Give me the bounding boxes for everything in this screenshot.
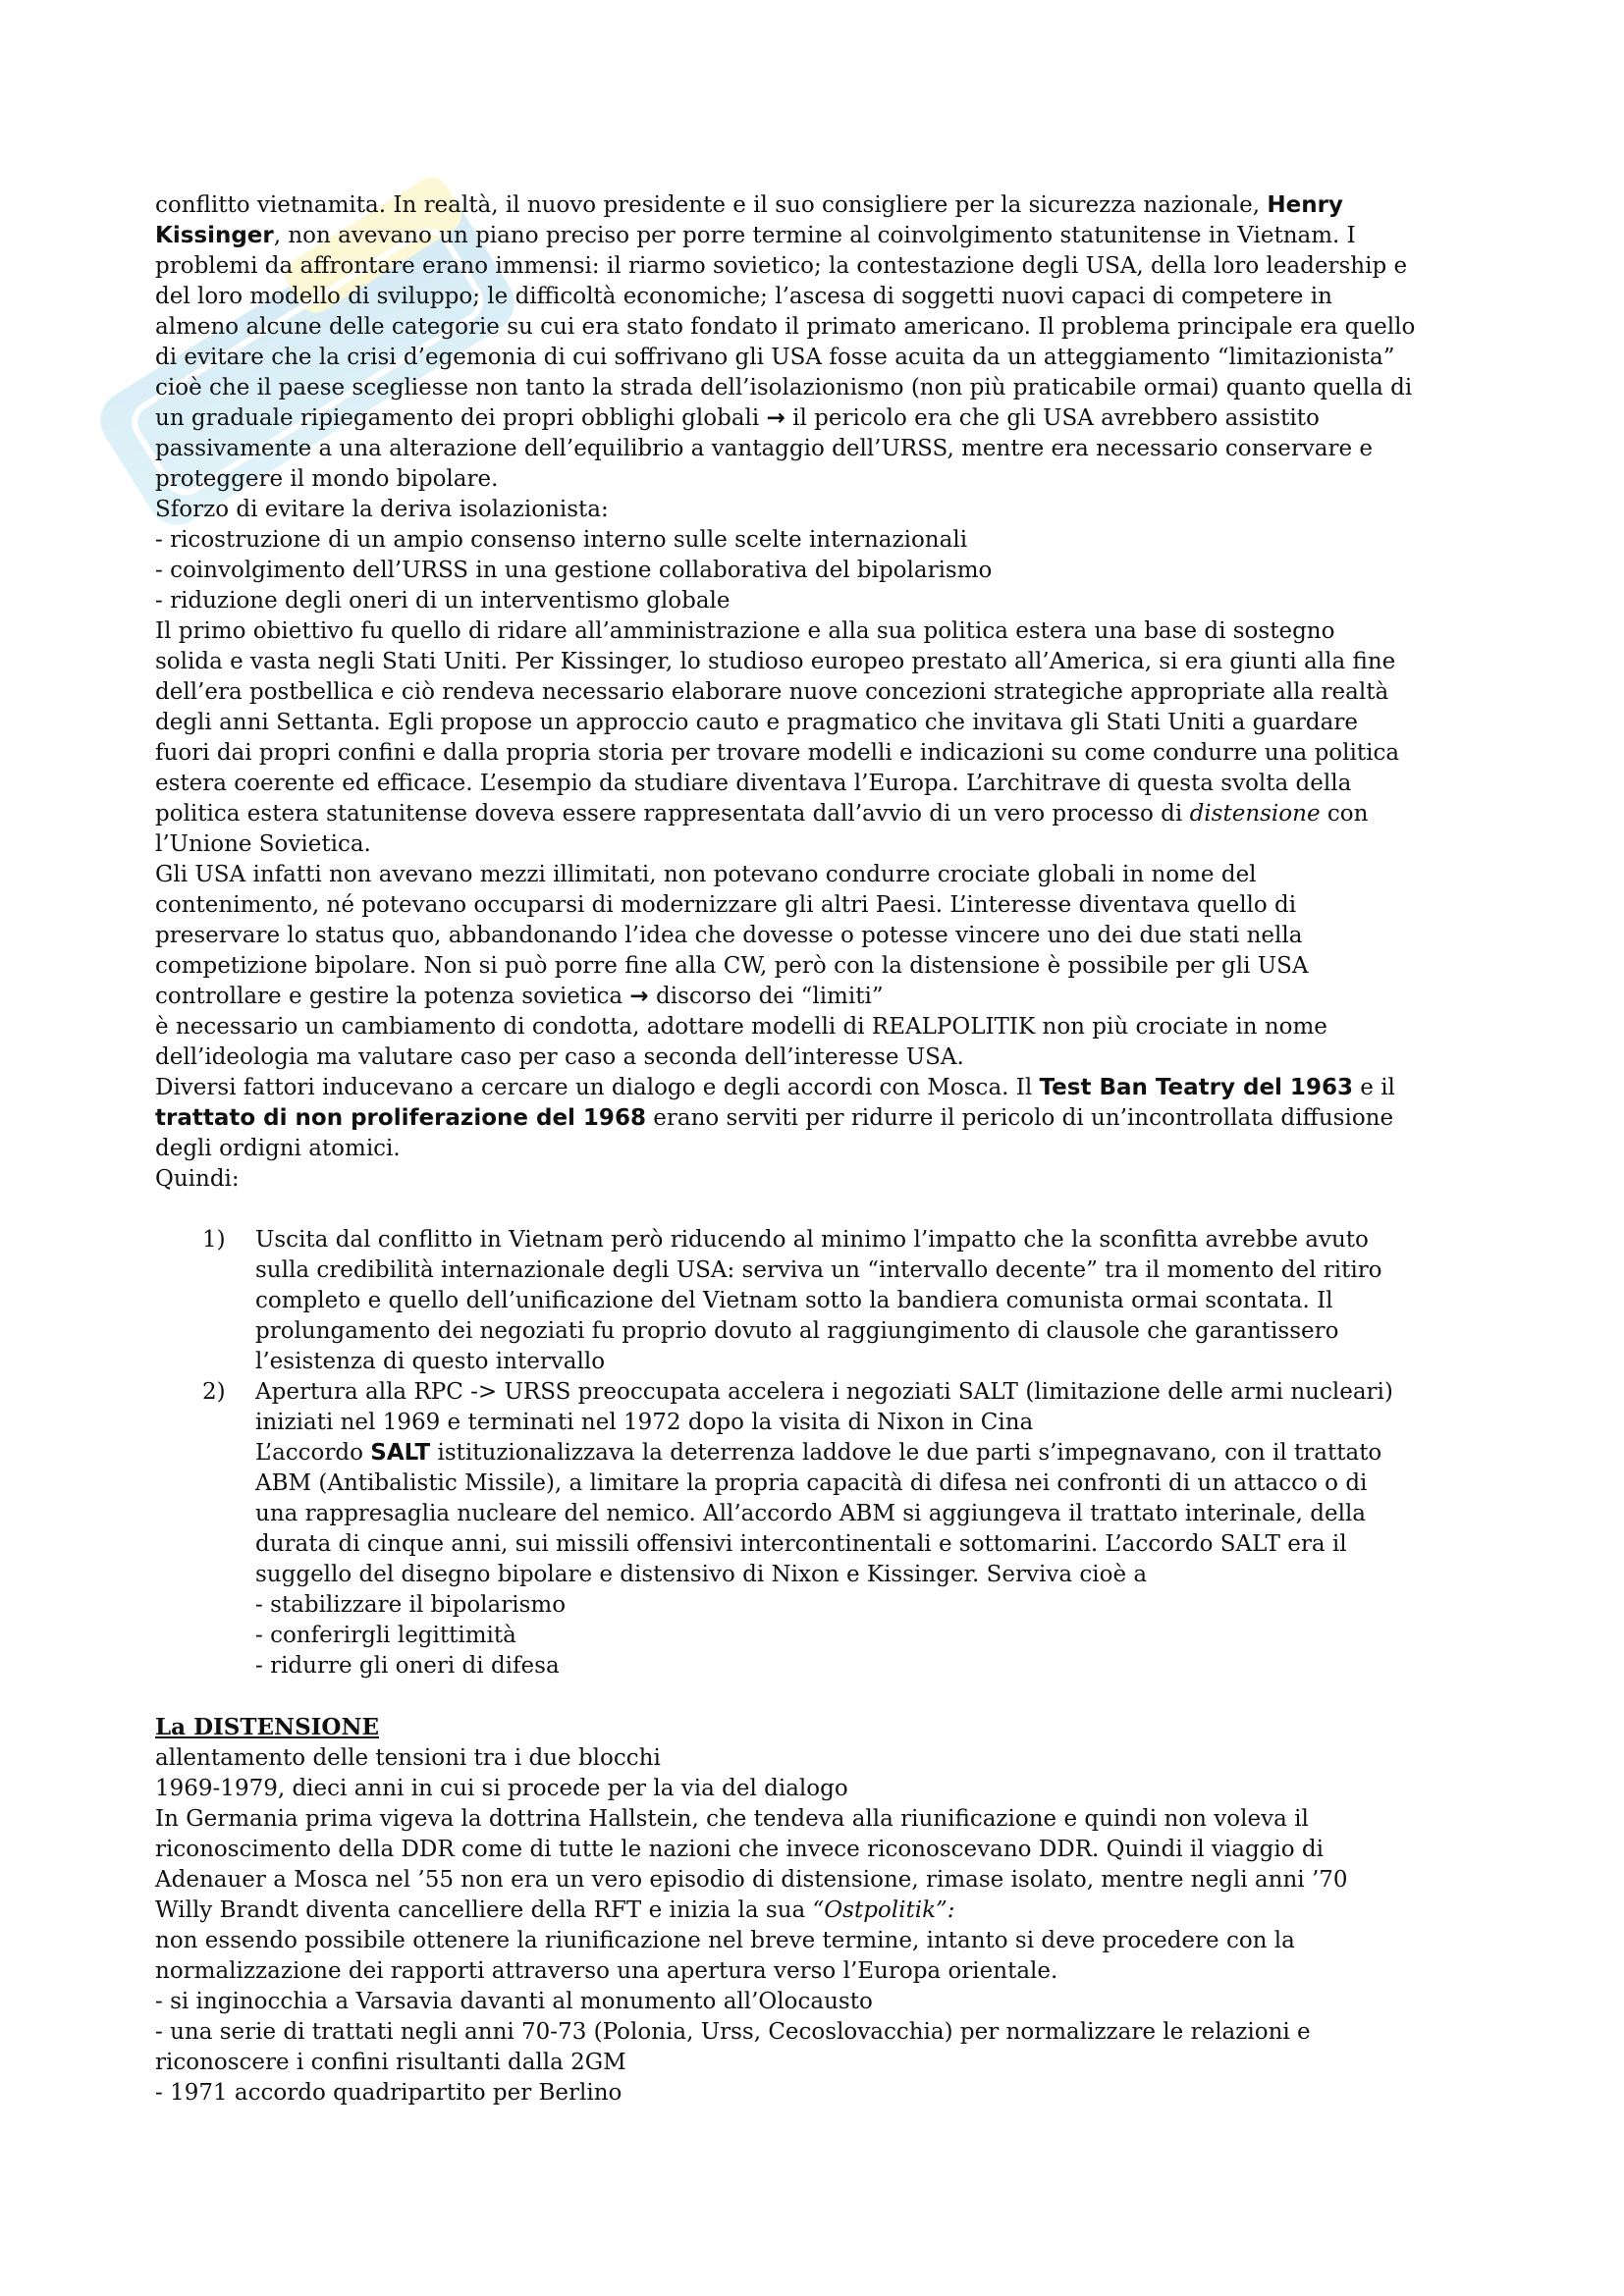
section-distensione bbox=[155, 1712, 1481, 2109]
text-line: Quindi: bbox=[155, 1166, 240, 1192]
list-item: - si inginocchia a Varsavia davanti al monumento all’Olocausto bbox=[155, 1989, 873, 2014]
text: Apertura alla RPC -> URSS preoccupata accelera i negoziati SALT (limitazione delle armi nucleari) bbox=[255, 1379, 1393, 1405]
text: politica estera statunitense doveva essere rappresentata dall’avvio di un vero processo di bbox=[155, 801, 1183, 827]
list-item: - ricostruzione di un ampio consenso interno sulle scelte internazionali bbox=[155, 527, 968, 553]
list-item: - ridurre gli oneri di difesa bbox=[255, 1653, 560, 1679]
text-line: passivamente a una alterazione dell’equilibrio a vantaggio dell’URSS, mentre era necessario conservare e bbox=[155, 436, 1374, 461]
text-line: durata di cinque anni, sui missili offensivi intercontinentali e sottomarini. L’accordo SALT era il bbox=[255, 1531, 1347, 1557]
text-line: è necessario un cambiamento di condotta, adottare modelli di REALPOLITIK non più crociate in nome bbox=[155, 1014, 1327, 1040]
bold-trattato: trattato di non proliferazione del 1968 bbox=[155, 1105, 646, 1131]
text: istituzionalizzava la deterrenza laddove le due parti s’impegnavano, con il trattato bbox=[437, 1440, 1382, 1466]
list-number: 2) bbox=[202, 1379, 226, 1405]
text-line: iniziati nel 1969 e terminati nel 1972 dopo la visita di Nixon in Cina bbox=[255, 1410, 1034, 1435]
text-line: competizione bipolare. Non si può porre fine alla CW, però con la distensione è possibile per gli USA bbox=[155, 953, 1309, 979]
list-heading: Sforzo di evitare la deriva isolazionista: bbox=[155, 497, 609, 522]
text-line: dell’era postbellica e ciò rendeva necessario elaborare nuove concezioni strategiche appropriate alla realtà bbox=[155, 679, 1389, 705]
italic-ostpolitik: “Ostpolitik”: bbox=[812, 1897, 955, 1923]
text-line: l’esistenza di questo intervallo bbox=[255, 1349, 606, 1374]
text-line: solida e vasta negli Stati Uniti. Per Kissinger, lo studioso europeo prestato all’America, si era giunti alla fine bbox=[155, 649, 1396, 674]
bold-test-ban: Test Ban Teatry del 1963 bbox=[1039, 1075, 1353, 1100]
text-line: Adenauer a Mosca nel ’55 non era un vero episodio di distensione, rimase isolato, mentre negli anni ’70 bbox=[155, 1867, 1348, 1893]
section-title: La DISTENSIONE bbox=[155, 1714, 380, 1740]
list-item: - una serie di trattati negli anni 70-73 (Polonia, Urss, Cecoslovacchia) per normalizzare le relazioni e bbox=[155, 2019, 1311, 2045]
arrow-right-icon: → bbox=[629, 984, 649, 1009]
paragraph-usa-limiti bbox=[155, 860, 1481, 1073]
text: il pericolo era che gli USA avrebbero assistito bbox=[792, 405, 1320, 431]
text: L’accordo bbox=[255, 1440, 363, 1466]
text-line: una rappresaglia nucleare del nemico. All’accordo ABM si aggiungeva il trattato interinale, della bbox=[255, 1501, 1367, 1526]
text-line: degli anni Settanta. Egli propose un approccio cauto e pragmatico che invitava gli Stati Uniti a guardare bbox=[155, 710, 1358, 735]
text: controllare e gestire la potenza sovietica bbox=[155, 984, 623, 1009]
text: conflitto vietnamita. In realtà, il nuovo presidente e il suo consigliere per la sicurezza nazionale, bbox=[155, 192, 1261, 218]
text: Diversi fattori inducevano a cercare un dialogo e degli accordi con Mosca. Il bbox=[155, 1075, 1033, 1100]
list-number: 1) bbox=[202, 1227, 226, 1253]
arrow-right-icon: → bbox=[766, 405, 785, 431]
name-kissinger: Kissinger bbox=[155, 223, 274, 248]
text-line: fuori dai propri confini e dalla propria storia per trovare modelli e indicazioni su come condurre una politica bbox=[155, 740, 1400, 766]
text-line: l’Unione Sovietica. bbox=[155, 831, 371, 857]
text-line: prolungamento dei negoziati fu proprio dovuto al raggiungimento di clausole che garantissero bbox=[255, 1318, 1339, 1344]
text-line: 1969-1979, dieci anni in cui si procede per la via del dialogo bbox=[155, 1776, 848, 1801]
text-line: problemi da affrontare erano immensi: il riarmo sovietico; la contestazione degli USA, della loro leadership e bbox=[155, 253, 1408, 279]
text: un graduale ripiegamento dei propri obblighi globali bbox=[155, 405, 760, 431]
text-line: proteggere il mondo bipolare. bbox=[155, 466, 499, 492]
list-item: - conferirgli legittimità bbox=[255, 1623, 516, 1648]
numbered-list bbox=[155, 1225, 1481, 1682]
list-item: - riduzione degli oneri di un interventismo globale bbox=[155, 588, 731, 614]
bold-salt: SALT bbox=[370, 1440, 431, 1466]
text-line: dell’ideologia ma valutare caso per caso a seconda dell’interesse USA. bbox=[155, 1044, 964, 1070]
text-line: cioè che il paese scegliesse non tanto la strada dell’isolazionismo (non più praticabile ormai) quanto quella di bbox=[155, 375, 1413, 400]
text-line: riconoscimento della DDR come di tutte le nazioni che invece riconoscevano DDR. Quindi il viaggio di bbox=[155, 1837, 1324, 1862]
text: e il bbox=[1360, 1075, 1395, 1100]
text-line: Gli USA infatti non avevano mezzi illimitati, non potevano condurre crociate globali in nome del bbox=[155, 862, 1257, 887]
name-henry: Henry bbox=[1267, 192, 1343, 218]
text: discorso dei “limiti” bbox=[656, 984, 884, 1009]
text-line: almeno alcune delle categorie su cui era stato fondato il primato americano. Il problema principale era quello bbox=[155, 314, 1416, 340]
text-line: preservare lo status quo, abbandonando l’idea che dovesse o potesse vincere uno dei due stati nella bbox=[155, 923, 1303, 948]
text-line: estera coerente ed efficace. L’esempio da studiare diventava l’Europa. L’architrave di questa svolta della bbox=[155, 771, 1352, 796]
text-line: di evitare che la crisi d’egemonia di cui soffrivano gli USA fosse acuita da un atteggiamento “limitazionista” bbox=[155, 345, 1395, 370]
list-isolazionismo bbox=[155, 495, 1481, 616]
text-line: completo e quello dell’unificazione del Vietnam sotto la bandiera comunista ormai scontata. Il bbox=[255, 1288, 1333, 1313]
text: erano serviti per ridurre il pericolo di un’incontrollata diffusione bbox=[653, 1105, 1394, 1131]
text-line: allentamento delle tensioni tra i due blocchi bbox=[155, 1745, 661, 1771]
text-line: Il primo obiettivo fu quello di ridare all’amministrazione e alla sua politica estera una base di sostegno bbox=[155, 618, 1335, 644]
text-line: contenimento, né potevano occuparsi di modernizzare gli altri Paesi. L’interesse diventava quello di bbox=[155, 892, 1297, 918]
text-line: ABM (Antibalistic Missile), a limitare la propria capacità di difesa nei confronti di un attacco o di bbox=[255, 1470, 1368, 1496]
paragraph-primo-obiettivo bbox=[155, 616, 1481, 860]
text-line: suggello del disegno bipolare e distensivo di Nixon e Kissinger. Serviva cioè a bbox=[255, 1562, 1148, 1587]
text-line: In Germania prima vigeva la dottrina Hallstein, che tendeva alla riunificazione e quindi non voleva il bbox=[155, 1806, 1309, 1832]
paragraph-mosca bbox=[155, 1073, 1481, 1195]
text-line: riconoscere i confini risultanti dalla 2GM bbox=[155, 2050, 626, 2075]
text-line: degli ordigni atomici. bbox=[155, 1136, 401, 1161]
text-line: sulla credibilità internazionale degli USA: serviva un “intervallo decente” tra il momento del ritiro bbox=[255, 1257, 1382, 1283]
paragraph-nixon-kissinger bbox=[155, 190, 1481, 495]
text-line: non essendo possibile ottenere la riunificazione nel breve termine, intanto si deve procedere con la bbox=[155, 1928, 1295, 1953]
list-item: - coinvolgimento dell’URSS in una gestione collaborativa del bipolarismo bbox=[155, 558, 993, 583]
text: , non avevano un piano preciso per porre termine al coinvolgimento statunitense in Vietnam. I bbox=[273, 223, 1356, 248]
list-item: - stabilizzare il bipolarismo bbox=[255, 1592, 567, 1618]
text-line: normalizzazione dei rapporti attraverso una apertura verso l’Europa orientale. bbox=[155, 1958, 1058, 1984]
text-line: del loro modello di sviluppo; le difficoltà economiche; l’ascesa di soggetti nuovi capaci di competere in bbox=[155, 284, 1332, 309]
list-item: - 1971 accordo quadripartito per Berlino bbox=[155, 2080, 623, 2106]
text: Uscita dal conflitto in Vietnam però riducendo al minimo l’impatto che la sconfitta avrebbe avuto bbox=[255, 1227, 1369, 1253]
text: Willy Brandt diventa cancelliere della RFT e inizia la sua bbox=[155, 1897, 806, 1923]
document-body bbox=[155, 190, 1481, 2109]
text: con bbox=[1326, 801, 1369, 827]
italic-distensione: distensione bbox=[1189, 801, 1321, 827]
